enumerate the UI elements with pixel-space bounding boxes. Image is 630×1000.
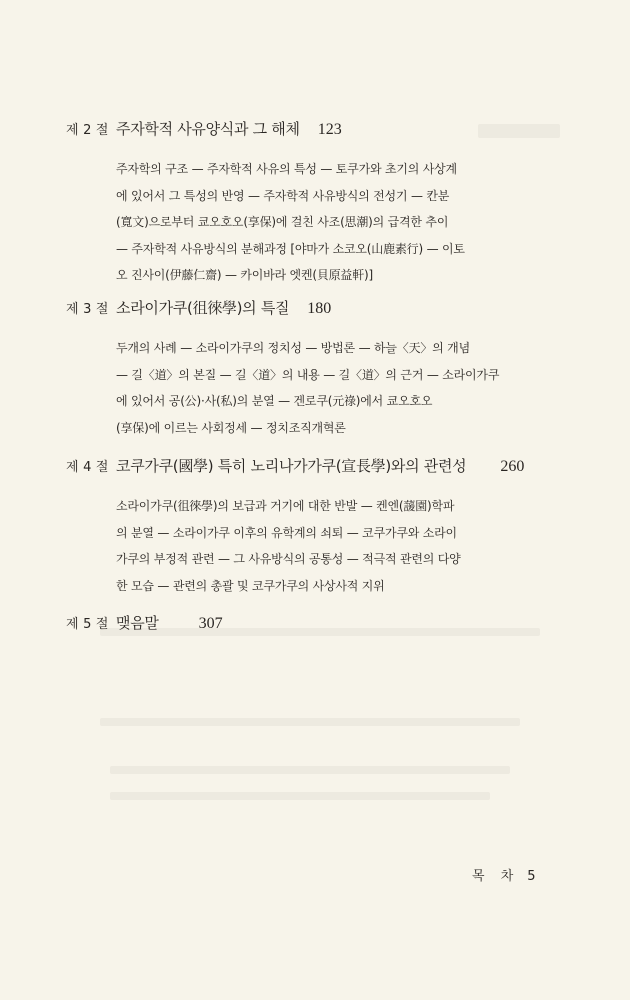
toc-section-2: [66, 118, 566, 289]
section-page-number: 180: [307, 300, 332, 317]
section-number: 제 3 절: [66, 302, 109, 317]
section-summary: [116, 335, 578, 441]
section-page-number: 260: [500, 458, 525, 475]
toc-section-5: [66, 612, 566, 636]
section-heading[interactable]: [66, 455, 566, 479]
summary-line: — 길〈道〉의 본질 — 길〈道〉의 내용 — 길〈道〉의 근거 — 소라이가쿠: [116, 367, 500, 382]
summary-line: 두개의 사례 — 소라이가쿠의 정치성 — 방법론 — 하늘〈天〉의 개념: [116, 341, 470, 355]
show-through: [110, 766, 510, 774]
section-number: 제 4 절: [66, 460, 109, 475]
section-title: 소라이가쿠(徂徠學)의 특질: [116, 299, 290, 317]
summary-line: 에 있어서 공(公)·사(私)의 분열 — 겐로쿠(元祿)에서 쿄오호오: [116, 394, 433, 408]
toc-section-4: [66, 455, 566, 599]
footer-label: 목 차: [472, 869, 520, 884]
page-footer: [472, 865, 536, 884]
section-summary: [116, 156, 578, 289]
section-heading[interactable]: [66, 297, 566, 321]
section-title: 맺음말: [116, 614, 159, 632]
section-heading[interactable]: [66, 612, 566, 636]
section-page-number: 123: [317, 121, 342, 138]
section-number: 제 5 절: [66, 617, 109, 632]
summary-line: 주자학의 구조 — 주자학적 사유의 특성 — 토쿠가와 초기의 사상계: [116, 162, 457, 176]
summary-line: 가쿠의 부정적 관련 — 그 사유방식의 공통성 — 적극적 관련의 다양: [116, 552, 461, 566]
section-title: 코쿠가쿠(國學) 특히 노리나가가쿠(宣長學)와의 관련성: [116, 457, 467, 475]
section-number: 제 2 절: [66, 123, 109, 138]
section-heading[interactable]: [66, 118, 566, 142]
summary-line: — 주자학적 사유방식의 분해과정 [야마가 소코오(山鹿素行) — 이토: [116, 241, 465, 256]
show-through: [110, 792, 490, 800]
summary-line: 한 모습 — 관련의 총괄 및 코쿠가쿠의 사상사적 지위: [116, 578, 385, 593]
summary-line: 의 분열 — 소라이가쿠 이후의 유학계의 쇠퇴 — 코쿠가쿠와 소라이: [116, 525, 457, 540]
toc-section-3: [66, 297, 566, 441]
summary-line: (享保)에 이르는 사회정세 — 정치조직개혁론: [116, 420, 346, 435]
section-title: 주자학적 사유양식과 그 해체: [116, 120, 300, 138]
section-summary: [116, 493, 578, 599]
summary-line: (寬文)으로부터 쿄오호오(享保)에 걸친 사조(思潮)의 급격한 추이: [116, 215, 449, 229]
show-through: [100, 718, 520, 726]
page-number: 5: [527, 869, 536, 884]
summary-line: 오 진사이(伊藤仁齋) — 카이바라 엣켄(貝原益軒)]: [116, 268, 373, 282]
summary-line: 소라이가쿠(徂徠學)의 보급과 거기에 대한 반발 — 켄엔(蘐園)학파: [116, 499, 455, 513]
summary-line: 에 있어서 그 특성의 반영 — 주자학적 사유방식의 전성기 — 칸분: [116, 188, 450, 203]
section-page-number: 307: [198, 615, 223, 632]
